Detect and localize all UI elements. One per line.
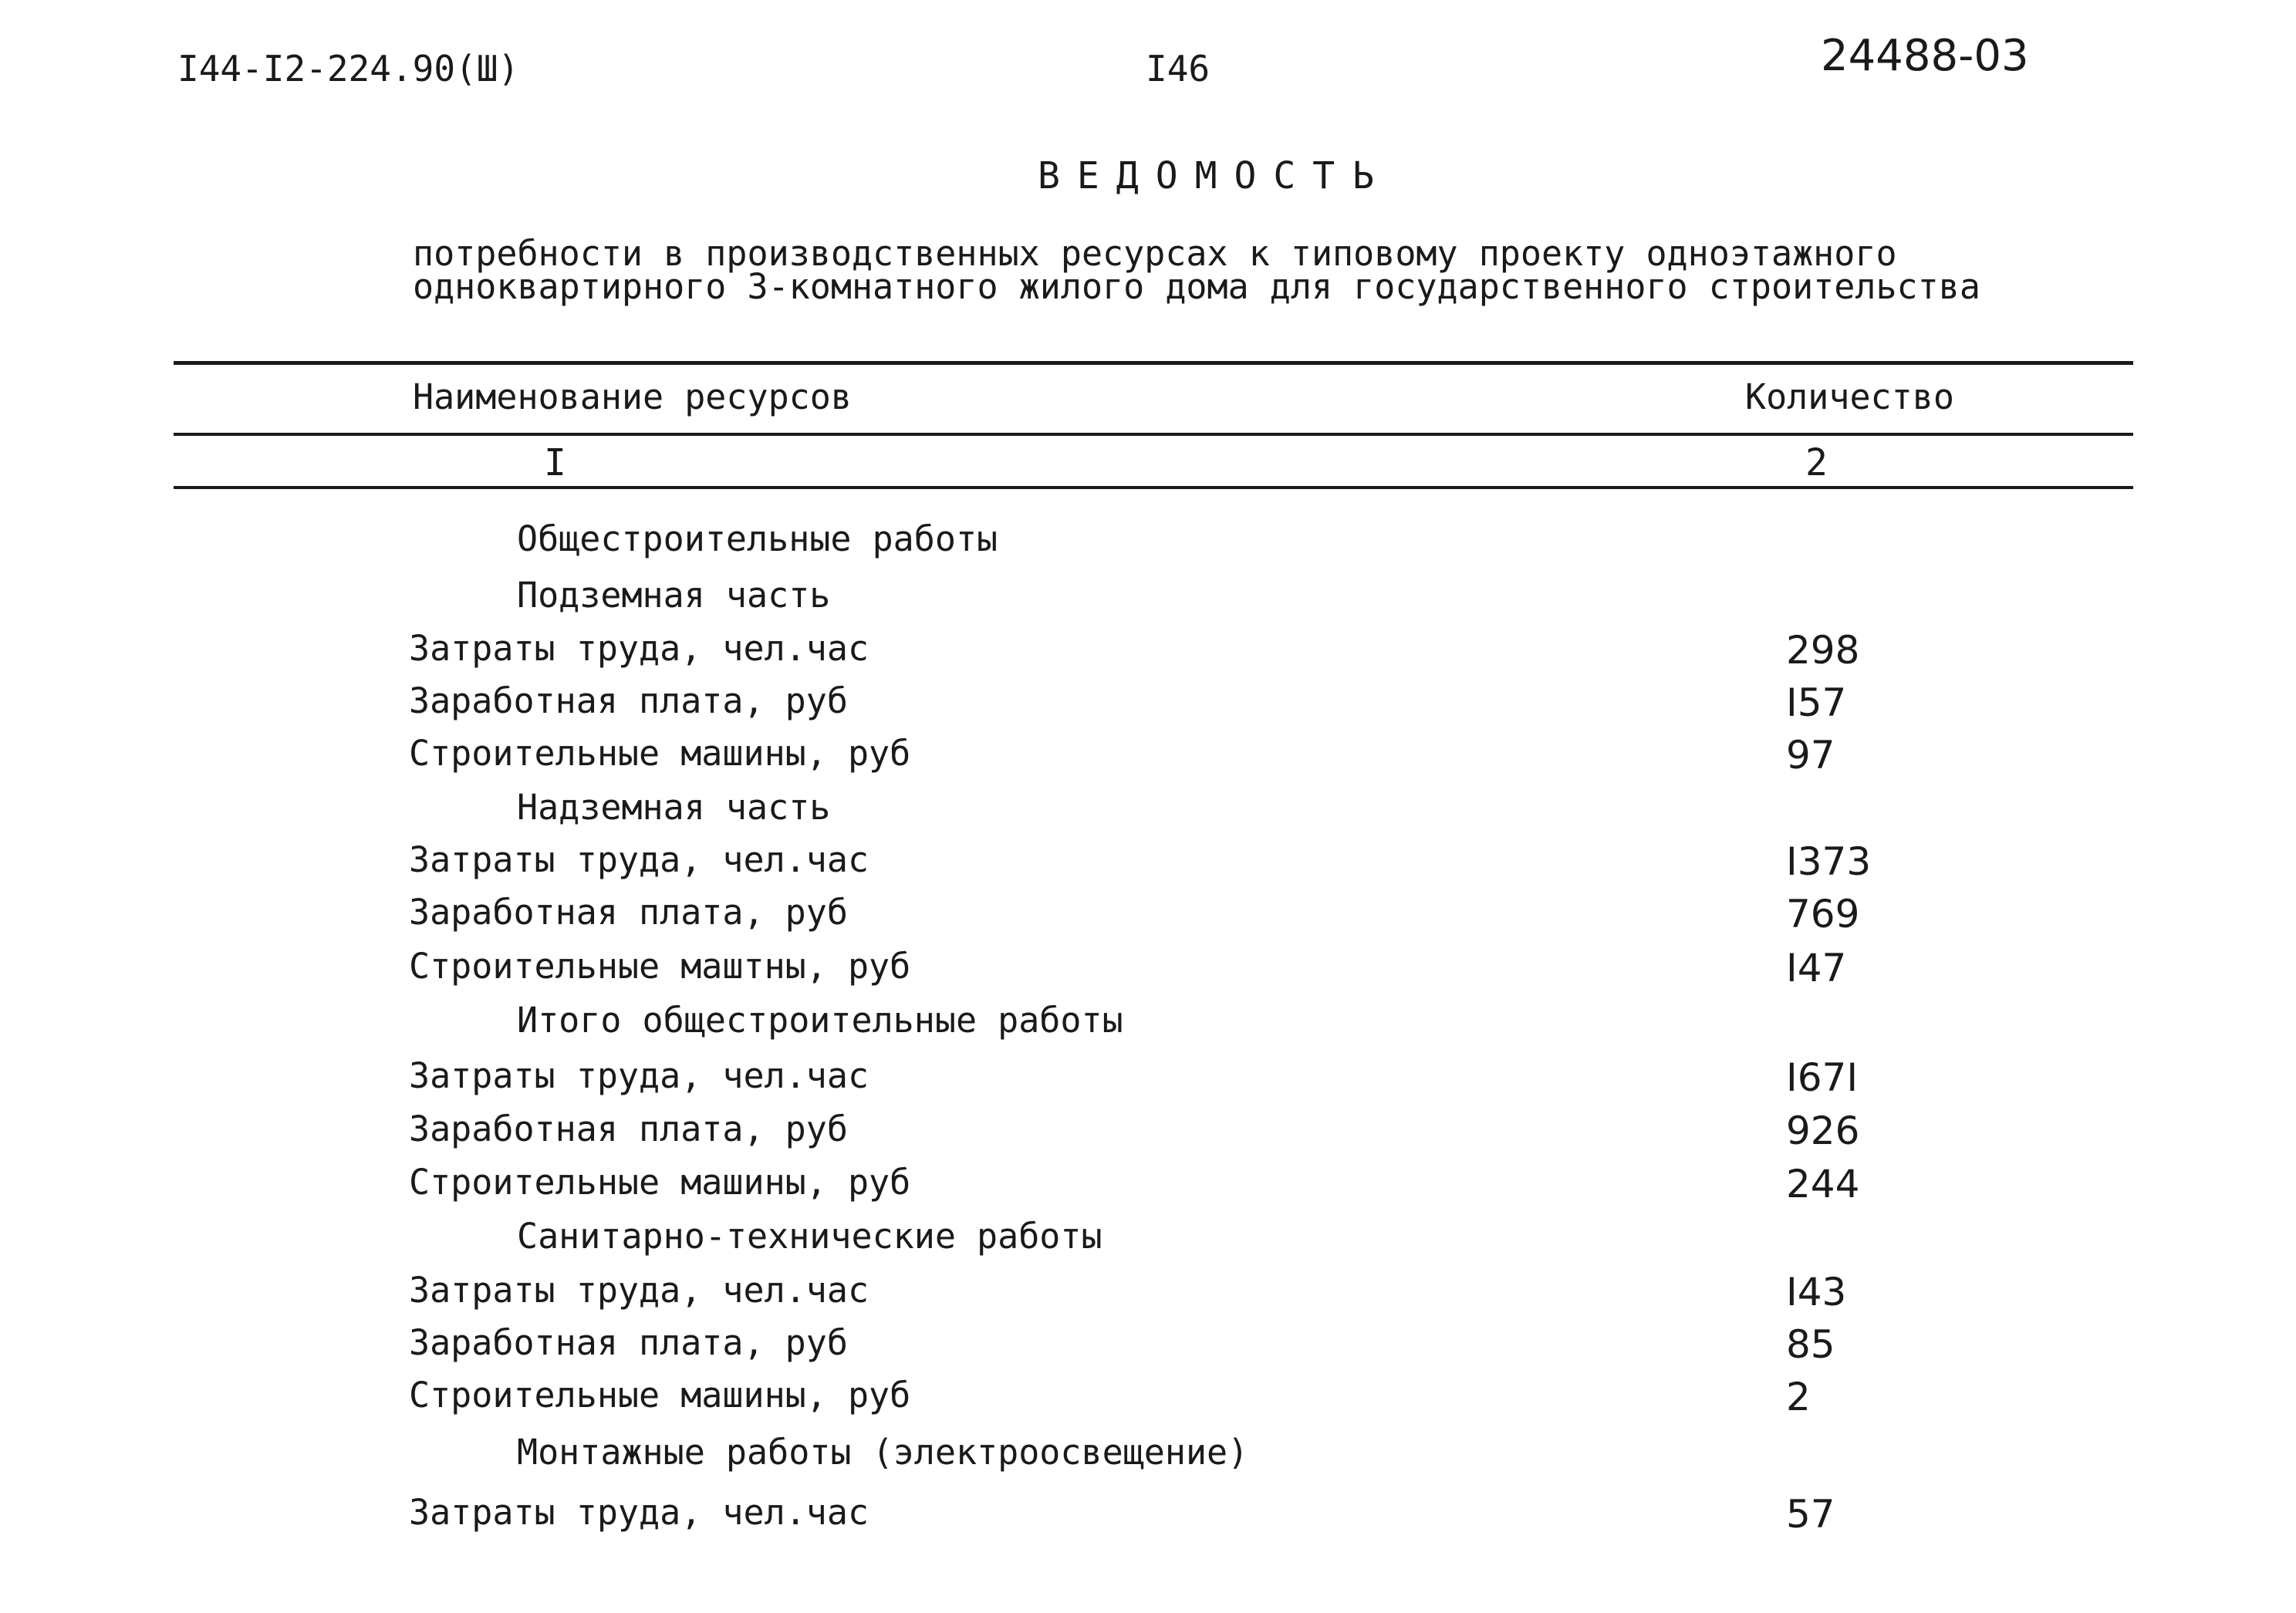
section-row xyxy=(0,1000,2296,1048)
document-subtitle-line-2: одноквартирного 3-комнатного жилого дома для государственного строительства xyxy=(413,266,1980,307)
document-title: ВЕДОМОСТЬ xyxy=(1038,154,1392,197)
table-row xyxy=(0,839,2296,887)
column-number-2: 2 xyxy=(1805,441,1828,484)
table-row xyxy=(0,892,2296,940)
document-subtitle-line-1: потребности в производственных ресурсах к типовому проекту одноэтажного xyxy=(413,233,1897,274)
row-name: Надземная часть xyxy=(517,787,831,828)
table-row xyxy=(0,1492,2296,1540)
row-quantity: I57 xyxy=(1786,680,1847,725)
row-name: Заработная плата, руб xyxy=(409,680,848,721)
row-name: Строительные маштны, руб xyxy=(409,946,911,987)
section-row xyxy=(0,1432,2296,1480)
row-name: Затраты труда, чел.час xyxy=(409,1270,869,1311)
row-quantity: 244 xyxy=(1786,1162,1860,1206)
table-row xyxy=(0,733,2296,781)
page-number: I46 xyxy=(1146,48,1210,89)
row-quantity: 85 xyxy=(1786,1322,1835,1367)
table-row xyxy=(0,1270,2296,1318)
row-name: Затраты труда, чел.час xyxy=(409,628,869,669)
document-code: I44-I2-224.90(Ш) xyxy=(177,48,520,89)
table-row xyxy=(0,1055,2296,1103)
row-name: Строительные машины, руб xyxy=(409,733,911,774)
row-name: Подземная часть xyxy=(517,575,831,616)
column-number-1: I xyxy=(544,441,566,484)
section-row xyxy=(0,518,2296,566)
section-row xyxy=(0,575,2296,623)
column-header-quantity: Количество xyxy=(1745,376,1954,417)
archive-number: 24488-03 xyxy=(1821,31,2029,81)
row-name: Заработная плата, руб xyxy=(409,1109,848,1149)
table-row xyxy=(0,1322,2296,1370)
section-row xyxy=(0,1216,2296,1264)
row-quantity: I67I xyxy=(1786,1055,1859,1100)
row-quantity: I47 xyxy=(1786,946,1847,990)
row-name: Затраты труда, чел.час xyxy=(409,839,869,880)
row-quantity: 97 xyxy=(1786,733,1835,778)
table-header-rule xyxy=(174,433,2133,436)
table-row xyxy=(0,1375,2296,1422)
row-name: Строительные машины, руб xyxy=(409,1162,911,1203)
column-header-resource-name: Наименование ресурсов xyxy=(413,376,852,417)
table-row xyxy=(0,628,2296,676)
table-row xyxy=(0,1109,2296,1156)
row-name: Заработная плата, руб xyxy=(409,892,848,933)
section-row xyxy=(0,787,2296,835)
table-number-rule xyxy=(174,486,2133,489)
row-name: Затраты труда, чел.час xyxy=(409,1055,869,1096)
row-quantity: I373 xyxy=(1786,839,1872,884)
row-name: Санитарно-технические работы xyxy=(517,1216,1102,1257)
row-quantity: 57 xyxy=(1786,1492,1835,1537)
row-name: Затраты труда, чел.час xyxy=(409,1492,869,1533)
table-top-rule xyxy=(174,361,2133,365)
table-row xyxy=(0,946,2296,994)
row-name: Монтажные работы (электроосвещение) xyxy=(517,1432,1249,1473)
table-row xyxy=(0,680,2296,728)
table-row xyxy=(0,1162,2296,1210)
row-quantity: 298 xyxy=(1786,628,1860,673)
row-name: Заработная плата, руб xyxy=(409,1322,848,1363)
row-quantity: 926 xyxy=(1786,1109,1860,1153)
row-name: Итого общестроительные работы xyxy=(517,1000,1123,1041)
row-name: Общестроительные работы xyxy=(517,518,998,559)
row-name: Строительные машины, руб xyxy=(409,1375,911,1416)
row-quantity: 769 xyxy=(1786,892,1860,936)
row-quantity: I43 xyxy=(1786,1270,1847,1314)
row-quantity: 2 xyxy=(1786,1375,1811,1419)
